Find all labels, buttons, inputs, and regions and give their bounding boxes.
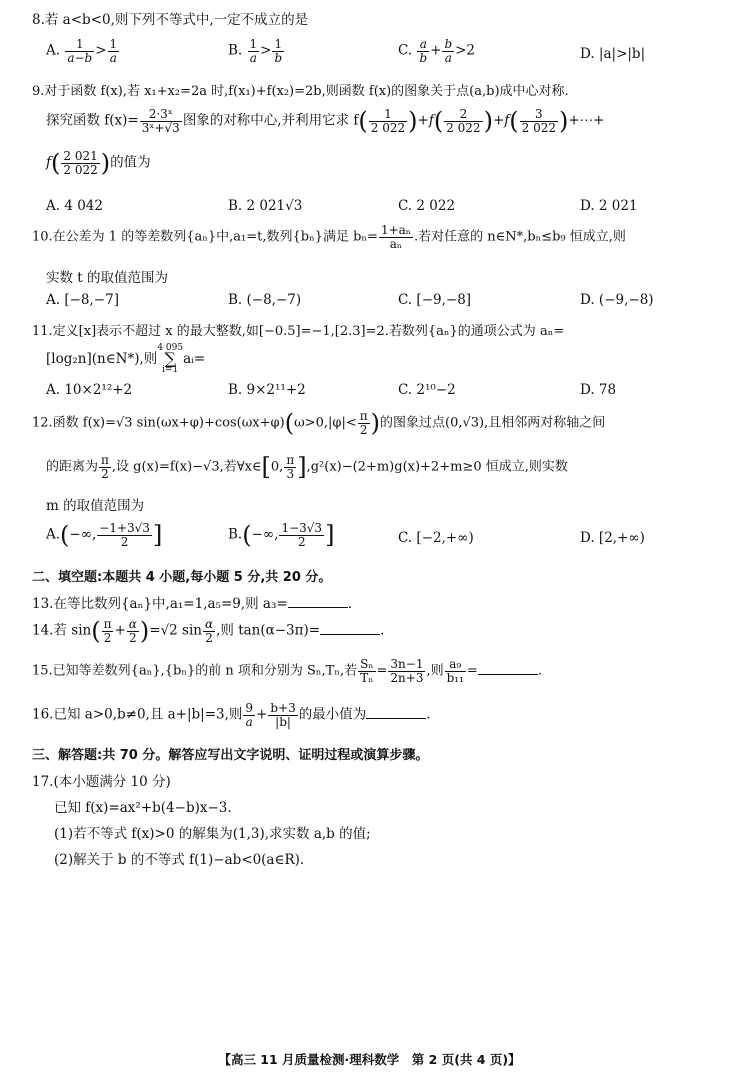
q10-option-c: C. [−9,−8]	[398, 292, 472, 308]
q9-option-b: B. 2 021√3	[228, 198, 303, 214]
q13-blank[interactable]	[288, 595, 348, 608]
q14-blank[interactable]	[320, 622, 380, 635]
q9-line3: f( $\frac{2 021}{2 022}$ )的值为	[46, 149, 151, 178]
q8-option-b: B. $\frac{1}{a}$ > $\frac{1}{b}$	[228, 37, 283, 65]
q12-option-a: A.(−∞, $\frac{-1+3√3}{2}$ ]	[46, 521, 163, 550]
section-fill-in-title: 二、填空题:本题共 4 小题,每小题 5 分,共 20 分。	[32, 570, 332, 585]
q9-line2: 探究函数 f(x)= $\frac{\text{2·3ˣ}}{\text{3ˣ+√3}}$ 图象的对称中心,并利用它求 f( $\frac{1}{2 022}$ )+f( $\frac{2}{2 022}$ )+f( $\frac{3}{2 022}$ )+⋯+	[46, 107, 605, 136]
page-footer: 【高三 11 月质量检测·理科数学 第 2 页(共 4 页)】	[218, 1052, 521, 1067]
q9-option-c: C. 2 022	[398, 198, 456, 214]
q10-option-b: B. (−8,−7)	[228, 292, 302, 308]
q8-option-a: A. $\frac{1}{a-b}$ > $\frac{1}{a}$	[46, 37, 118, 65]
q15-blank[interactable]	[478, 662, 538, 675]
section-answer-title: 三、解答题:共 70 分。解答应写出文字说明、证明过程或演算步骤。	[32, 748, 429, 763]
q11-line1: 11.定义[x]表示不超过 x 的最大整数,如[−0.5]=−1,[2.3]=2.若数列{aₙ}的通项公式为 aₙ=	[32, 324, 565, 339]
q11-option-b: B. 9×2¹¹+2	[228, 382, 306, 398]
q12-line1: 12.函数 f(x)=√3 sin(ωx+φ)+cos(ωx+φ)(ω>0,|φ|< $\frac{\pi}{2}$ )的图象过点(0,√3),且相邻两对称轴之间	[32, 409, 606, 438]
q11-option-a: A. 10×2¹²+2	[46, 382, 133, 398]
q12-line2: 的距离为 $\frac{\pi}{2}$ ,设 g(x)=f(x)−√3,若∀x∈[0, $\frac{\pi}{3}$ ],g²(x)−(2+m)g(x)+2+m≥0 恒成立,则实数	[46, 453, 568, 482]
q11-option-c: C. 2¹⁰−2	[398, 382, 456, 398]
q9-option-a: A. 4 042	[46, 198, 103, 214]
q8-option-c: C. $\frac{a}{b}$ + $\frac{b}{a}$ >2	[398, 37, 476, 65]
q8-option-d: D. |a|>|b|	[580, 46, 646, 62]
q16: 16.已知 a>0,b≠0,且 a+|b|=3,则 $\frac{9}{a}$ + $\frac{b+3}{|b|}$ 的最小值为 .	[32, 701, 431, 729]
q14: 14.若 sin( $\frac{\pi}{2}$ + $\frac{\alpha}{2}$ )=√2 sin $\frac{\alpha}{2}$ ,则 tan(α−3π)= .	[32, 617, 385, 646]
q9-option-d: D. 2 021	[580, 198, 638, 214]
q11-line2: [log₂n](n∈N*),则4 095 ∑ i=1aᵢ=	[46, 343, 206, 376]
q12-option-c: C. [−2,+∞)	[398, 530, 474, 546]
q17-part1: (1)若不等式 f(x)>0 的解集为(1,3),求实数 a,b 的值;	[54, 826, 371, 842]
q11-option-d: D. 78	[580, 382, 617, 398]
q10-option-a: A. [−8,−7]	[46, 292, 119, 308]
q17-part2: (2)解关于 b 的不等式 f(1)−ab<0(a∈R).	[54, 852, 305, 868]
q10-option-d: D. (−9,−8)	[580, 292, 654, 308]
q12-line3: m 的取值范围为	[46, 498, 145, 514]
q12-option-b: B.(−∞, $\frac{1-3√3}{2}$ ]	[228, 521, 335, 550]
q9-line1: 9.对于函数 f(x),若 x₁+x₂=2a 时,f(x₁)+f(x₂)=2b,则函数 f(x)的图象关于点(a,b)成中心对称.	[32, 84, 569, 99]
q13: 13.在等比数列{aₙ}中,a₁=1,a₅=9,则 a₃= .	[32, 596, 352, 612]
q10-line2: 实数 t 的取值范围为	[46, 270, 169, 286]
q8-stem: 8.若 a<b<0,则下列不等式中,一定不成立的是	[32, 12, 309, 28]
q15: 15.已知等差数列{aₙ},{bₙ}的前 n 项和分别为 Sₙ,Tₙ,若 $\frac{\text{Sₙ}}{\text{Tₙ}}$ = $\frac{3n-1}{2n+3}$ ,则 $\frac{\text{a₉}}{\text{b₁₁}}$ = .	[32, 657, 542, 685]
q17-given: 已知 f(x)=ax²+b(4−b)x−3.	[54, 800, 232, 816]
q10-line1: 10.在公差为 1 的等差数列{aₙ}中,a₁=t,数列{bₙ}满足 bₙ= $\frac{\text{1+aₙ}}{\text{aₙ}}$ .若对任意的 n∈N*,bₙ≤b₉ 恒成立,则	[32, 223, 626, 251]
q16-blank[interactable]	[366, 706, 426, 719]
q17-header: 17.(本小题满分 10 分)	[32, 774, 171, 790]
q12-option-d: D. [2,+∞)	[580, 530, 645, 546]
